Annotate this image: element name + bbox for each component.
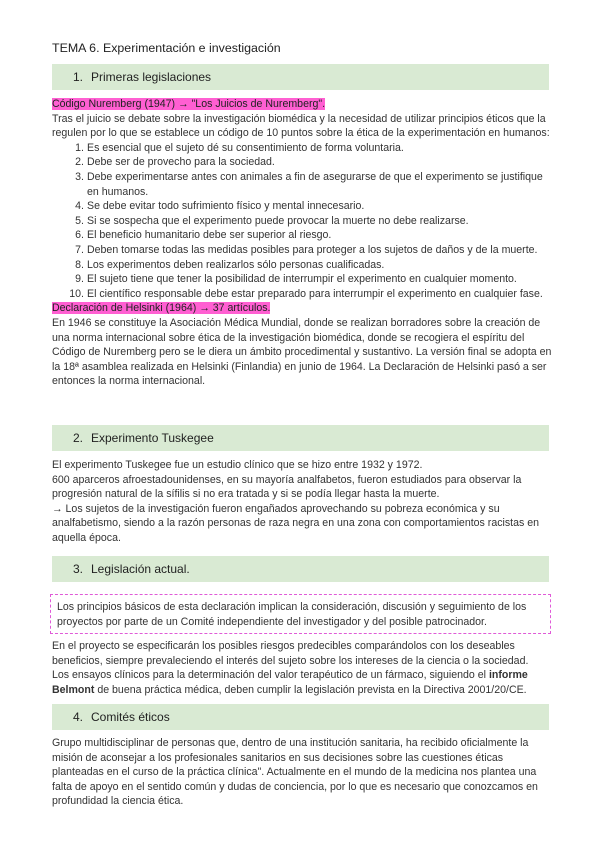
- section-3-body: [52, 639, 552, 697]
- paragraph: 600 aparceros afroestadounidenses, en su mayoría analfabetos, fueron estudiados para observar la progresión natural de la sífilis si no era tratada y si se podía llegar hasta la muerte.: [52, 473, 522, 501]
- section-header-2: [52, 425, 549, 451]
- section-title: Legislación actual.: [91, 562, 190, 576]
- section-number: 3.: [73, 562, 84, 576]
- list-item: 9. El sujeto tiene que tener la posibilidad de interrumpir el experimento en cualquier momento.: [75, 273, 517, 286]
- paragraph: El experimento Tuskegee fue un estudio clínico que se hizo entre 1932 y 1972.: [52, 459, 423, 471]
- list-item: 1. Es esencial que el sujeto dé su consentimiento de forma voluntaria.: [75, 141, 404, 154]
- section-4-body: [52, 736, 552, 809]
- paragraph: → Los sujetos de la investigación fueron engañados aprovechando su pobreza económica y su analfabetismo, siendo a la razón personas de raza negra en una zona con comportamientos racistas en aquella época.: [52, 502, 540, 544]
- paragraph: Los ensayos clínicos para la determinación del valor terapéutico de un fármaco, siguiendo el informe Belmont de buena práctica médica, deben cumplir la legislación prevista en la Directiva 2001/20/CE.: [52, 669, 528, 696]
- section-number: 1.: [73, 70, 84, 84]
- section-header-4: [52, 704, 549, 730]
- paragraph: Grupo multidisciplinar de personas que, dentro de una institución sanitaria, ha recibido oficialmente la misión de aconsejar a los profesionales sanitarios en sus decisiones sobre las cuestiones éticas planteadas en el curso de la práctica clínica". Actualmente en el mundo de la medicina nos plantea una falta de apoyo en el sentido común y dudas de conciencia, por lo que es necesario que conozcamos en profundidad la ciencia ética.: [52, 737, 538, 808]
- section-header-1: [52, 64, 549, 90]
- section-2-body: [52, 458, 552, 546]
- paragraph: En el proyecto se especificarán los posibles riesgos predecibles comparándolos con los deseables beneficios, siempre prevaleciendo el interés del sujeto sobre los intereses de la ciencia o la sociedad.: [52, 640, 529, 667]
- nuremberg-heading: Código Nuremberg (1947) → "Los Juicios de Nuremberg".: [52, 98, 326, 110]
- helsinki-heading: Declaración de Helsinki (1964) → 37 artículos.: [52, 302, 271, 315]
- page-title: TEMA 6. Experimentación e investigación: [52, 41, 281, 55]
- section-title: Experimento Tuskegee: [91, 431, 214, 445]
- informe-belmont-bold: informe Belmont: [52, 669, 528, 696]
- list-item: 7. Deben tomarse todas las medidas posibles para proteger a los sujetos de daños y de la muerte.: [75, 243, 538, 256]
- list-item: 3. Debe experimentarse antes con animales a fin de asegurarse de que el experimento se justifique en humanos.: [75, 170, 543, 198]
- section-title: Primeras legislaciones: [91, 70, 212, 84]
- section-number: 2.: [73, 431, 84, 445]
- helsinki-text: En 1946 se constituye la Asociación Médica Mundial, donde se realizan borradores sobre la creación de una norma internacional sobre ética de la investigación biomédica, donde se recogiera el espíritu del Código de Nuremberg pero se le diera un ámbito procedimental y sustantivo. La versión final se adopta en la 18ª asamblea realizada en Helsinki (Finlandia) en junio de 1964. La Declaración de Helsinki pasó a ser entonces la norma internacional.: [52, 316, 552, 388]
- list-item: 4. Se debe evitar todo sufrimiento físico y mental innecesario.: [75, 200, 365, 213]
- list-item: 10. El científico responsable debe estar preparado para interrumpir el experimento en cualquier fase.: [69, 287, 543, 300]
- section-number: 4.: [73, 710, 84, 724]
- nuremberg-intro: Tras el juicio se debate sobre la investigación biomédica y la necesidad de utilizar principios éticos que la regulen por lo que se establece un código de 10 puntos sobre la ética de la experimentación en humanos:: [52, 112, 550, 140]
- callout-box: [50, 594, 551, 634]
- section-1-body: [52, 97, 552, 389]
- list-item: 2. Debe ser de provecho para la sociedad.: [75, 156, 275, 169]
- section-title: Comités éticos: [91, 710, 170, 724]
- list-item: 5. Si se sospecha que el experimento puede provocar la muerte no debe realizarse.: [75, 214, 469, 227]
- nuremberg-points-list: [52, 141, 552, 302]
- list-item: 6. El beneficio humanitario debe ser superior al riesgo.: [75, 229, 332, 242]
- list-item: 8. Los experimentos deben realizarlos sólo personas cualificadas.: [75, 258, 385, 271]
- callout-text: Los principios básicos de esta declaración implican la consideración, discusión y seguimiento de los proyectos por parte de un Comité independiente del investigador y del posible patrocinador.: [57, 601, 527, 628]
- section-header-3: [52, 556, 549, 582]
